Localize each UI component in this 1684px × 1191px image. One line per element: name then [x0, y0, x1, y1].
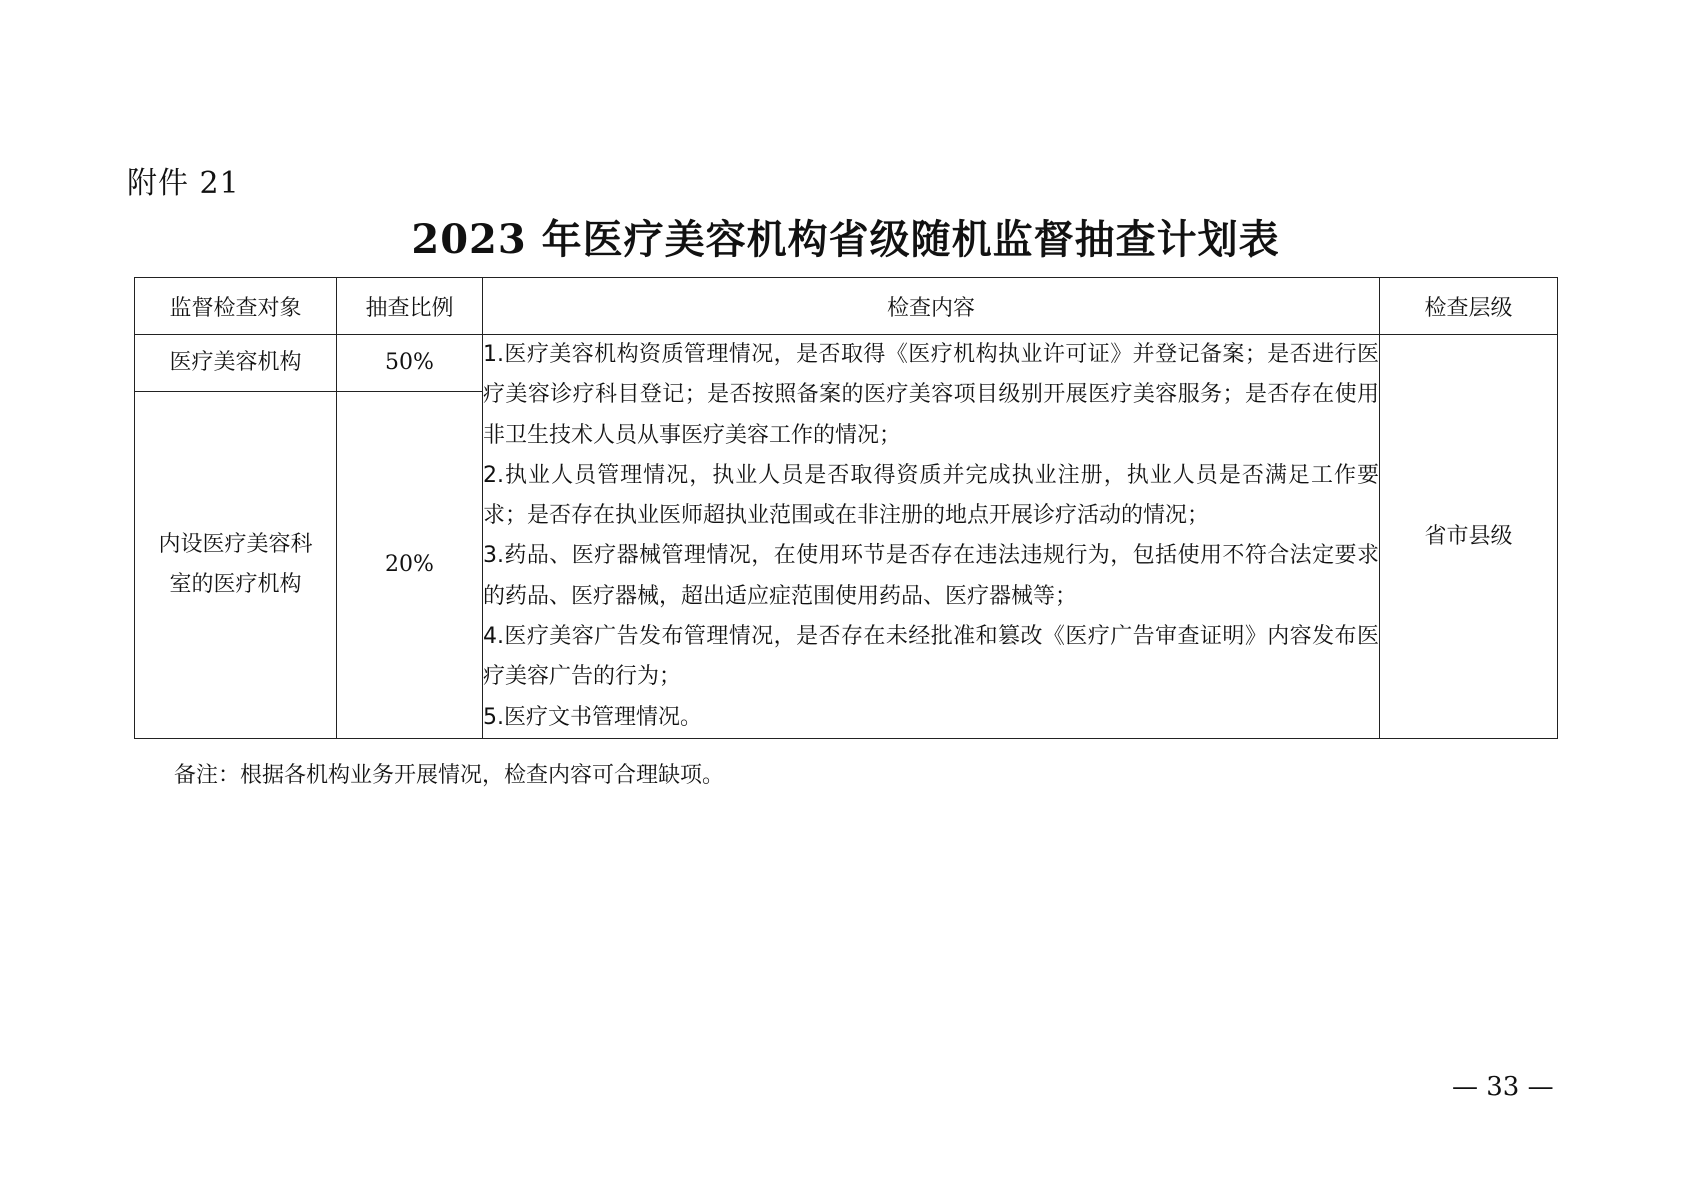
header-ratio: 抽查比例: [337, 278, 483, 335]
content-cell: [483, 335, 1380, 739]
header-object: 监督检查对象: [135, 278, 337, 335]
ratio-cell: 20%: [337, 392, 483, 739]
content-item: 3.药品、医疗器械管理情况，在使用环节是否存在违法违规行为，包括使用不符合法定要求的药品、医疗器械，超出适应症范围使用药品、医疗器械等；: [483, 543, 1379, 609]
object-cell: 医疗美容机构: [135, 335, 337, 392]
content-item: 2.执业人员管理情况，执业人员是否取得资质并完成执业注册，执业人员是否满足工作要求；是否存在执业医师超执业范围或在非注册的地点开展诊疗活动的情况；: [483, 462, 1379, 529]
object-line: 室的医疗机构: [169, 572, 302, 597]
header-level: 检查层级: [1380, 278, 1558, 335]
table-row: [135, 335, 1558, 392]
object-cell: [135, 392, 337, 739]
content-item: 1.医疗美容机构资质管理情况，是否取得《医疗机构执业许可证》并登记备案；是否进行医疗美容诊疗科目登记；是否按照备案的医疗美容项目级别开展医疗美容服务；是否存在使用非卫生技术人员从事医疗美容工作的情况；: [483, 342, 1379, 448]
header-content: 检查内容: [483, 278, 1380, 335]
ratio-cell: 50%: [337, 335, 483, 392]
content-item: 4.医疗美容广告发布管理情况，是否存在未经批准和篡改《医疗广告审查证明》内容发布医疗美容广告的行为；: [483, 624, 1379, 690]
object-line: 内设医疗美容科: [158, 532, 313, 557]
document-title: 2023 年医疗美容机构省级随机监督抽查计划表: [411, 216, 1280, 263]
content-item: 5.医疗文书管理情况。: [483, 704, 702, 730]
level-cell: 省市县级: [1380, 335, 1558, 739]
attachment-label: 附件 21: [127, 166, 240, 201]
table-header-row: [135, 278, 1558, 335]
inspection-plan-table: [134, 277, 1558, 739]
page-number: — 33 —: [1452, 1072, 1554, 1102]
remark-note: 备注：根据各机构业务开展情况，检查内容可合理缺项。: [174, 763, 725, 788]
